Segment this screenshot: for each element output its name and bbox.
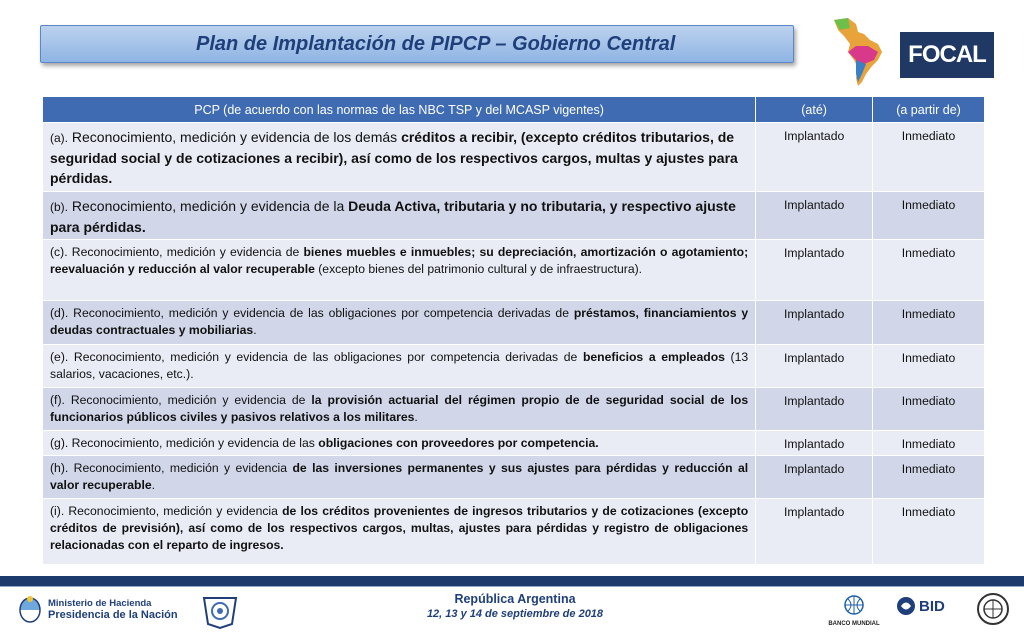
header-ate: (até) [756, 97, 873, 123]
row-tail: . [151, 478, 156, 492]
row-text: (c). Reconocimiento, medición y evidencia de [50, 245, 304, 259]
row-bold-text: obligaciones con proveedores por competencia. [318, 436, 599, 450]
table-row [43, 123, 985, 192]
row-start: Inmediato [873, 192, 985, 240]
page-title: Plan de Implantación de PIPCP – Gobierno Central [196, 32, 676, 55]
row-status: Implantado [756, 192, 873, 240]
table-row [43, 388, 985, 431]
row-description [43, 499, 756, 565]
footer-divider [0, 586, 1024, 587]
table-row [43, 456, 985, 499]
row-tail: . [414, 410, 418, 424]
footer-band [0, 576, 1024, 586]
event-info [410, 592, 620, 620]
row-text: (h). Reconocimiento, medición y evidencia [50, 461, 293, 475]
row-description [43, 123, 756, 192]
ministry-logo [18, 594, 178, 624]
table-row [43, 240, 985, 301]
row-status: Implantado [756, 240, 873, 301]
table-row [43, 345, 985, 388]
row-tail: (excepto bienes del patrimonio cultural y de infraestructura). [314, 262, 643, 276]
row-start: Inmediato [873, 301, 985, 345]
imf-seal-icon [976, 592, 1010, 626]
row-prefix: (b). [50, 200, 68, 214]
row-description [43, 192, 756, 240]
row-description [43, 240, 756, 301]
row-start: Inmediato [873, 431, 985, 456]
implementation-plan-table [42, 96, 985, 565]
row-start: Inmediato [873, 123, 985, 192]
row-prefix: (a). [50, 131, 68, 145]
row-bold-text: créditos a recibir, (excepto créditos tributarios, de seguridad social y de cotizaciones a recibir), así como de los respectivos cargos, multas y ajustes para pérdidas. [50, 129, 738, 186]
ministry-line2: Presidencia de la Nación [48, 608, 178, 621]
row-status: Implantado [756, 456, 873, 499]
event-dates: 12, 13 y 14 de septiembre de 2018 [426, 608, 604, 620]
ministry-line1: Ministerio de Hacienda [48, 597, 152, 609]
row-status: Implantado [756, 499, 873, 565]
latin-america-map-logo [828, 16, 888, 88]
row-text: Reconocimiento, medición y evidencia de la [68, 198, 349, 214]
table-row [43, 192, 985, 240]
row-status: Implantado [756, 431, 873, 456]
row-text: (e). Reconocimiento, medición y evidencia de las obligaciones por competencia derivadas de [50, 350, 583, 364]
row-bold-text: de las inversiones permanentes y sus ajustes para pérdidas y reducción al valor recuperable [50, 461, 749, 492]
globe-icon [843, 594, 865, 616]
row-tail: . [253, 323, 257, 337]
row-bold-text: Deuda Activa, tributaria y no tributaria, y respectivo ajuste para pérdidas. [50, 198, 736, 235]
row-text: (f). Reconocimiento, medición y evidencia de [50, 393, 312, 407]
row-status: Implantado [756, 123, 873, 192]
row-start: Inmediato [873, 456, 985, 499]
row-bold-text: la provisión actuarial del régimen propio de de seguridad social de los funcionarios públicos civiles y pasivos relativos a los militares [50, 393, 749, 424]
row-description [43, 345, 756, 388]
row-bold-text: de los créditos provenientes de ingresos tributarios y de cotizaciones (excepto créditos de previsión), así como de los respectivos cargos, multas, ajustes para pérdidas y registro de obligaciones relacionadas con el reparto de ingresos. [50, 504, 749, 552]
row-status: Implantado [756, 388, 873, 431]
row-start: Inmediato [873, 499, 985, 565]
row-bold-text: préstamos, financiamientos y deudas contractuales y mobiliarias [50, 306, 749, 337]
row-description [43, 301, 756, 345]
header-pcp: PCP (de acuerdo con las normas de las NBC TSP y del MCASP vigentes) [43, 97, 756, 123]
row-text: Reconocimiento, medición y evidencia de los demás [68, 129, 402, 145]
row-status: Implantado [756, 301, 873, 345]
row-bold-text: beneficios a empleados [582, 350, 725, 364]
header-from: (a partir de) [873, 97, 985, 123]
argentina-seal-icon [18, 594, 42, 624]
row-start: Inmediato [873, 240, 985, 301]
row-start: Inmediato [873, 388, 985, 431]
world-bank-label: BANCO MUNDIAL [828, 621, 880, 627]
row-start: Inmediato [873, 345, 985, 388]
bid-mark-icon [896, 596, 916, 616]
title-bar [40, 25, 794, 63]
row-description [43, 388, 756, 431]
row-text: (i). Reconocimiento, medición y evidencia [50, 504, 283, 518]
row-text: (d). Reconocimiento, medición y evidencia de las obligaciones por competencia derivadas de [50, 306, 574, 320]
table-row [43, 431, 985, 456]
row-bold-text: bienes muebles e inmuebles; su depreciación, amortización o agotamiento; reevaluación y reducción al valor recuperable [50, 245, 749, 276]
row-description [43, 431, 756, 456]
focal-logo: FOCAL [900, 32, 994, 78]
row-text: (g). Reconocimiento, medición y evidencia de las [50, 436, 319, 450]
row-tail: (13 salarios, vacaciones, etc.). [50, 350, 749, 381]
table-row [43, 499, 985, 565]
table-header-row [43, 97, 985, 123]
row-status: Implantado [756, 345, 873, 388]
institution-emblem-icon [200, 594, 240, 630]
world-bank-logo [826, 594, 882, 627]
event-country: República Argentina [454, 592, 576, 606]
bid-logo [896, 596, 945, 616]
row-description [43, 456, 756, 499]
bid-label: BID [919, 597, 945, 615]
table-row [43, 301, 985, 345]
